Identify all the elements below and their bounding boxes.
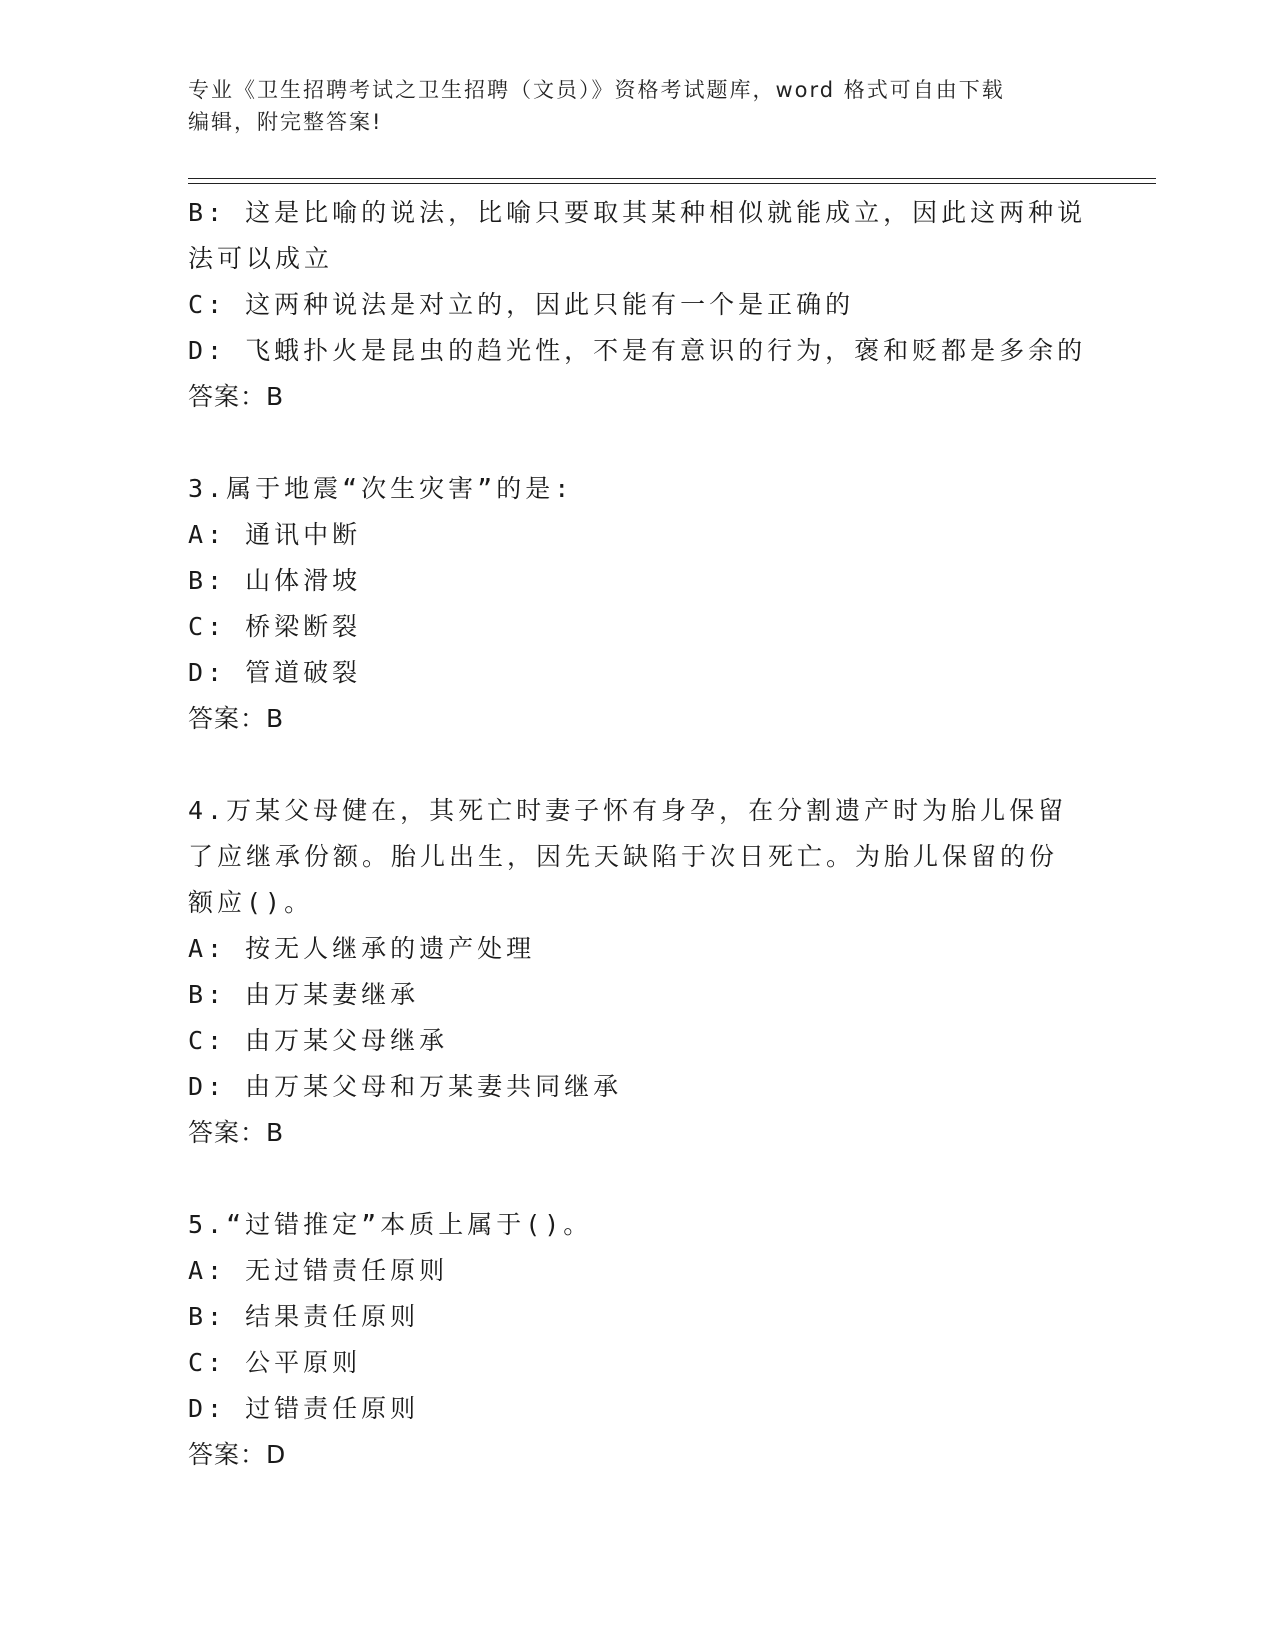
question-2-option-b-cont: 法可以成立 <box>188 244 334 273</box>
question-5-option-c: C: 公平原则 <box>188 1348 362 1377</box>
document-header <box>188 74 1088 138</box>
question-5-option-b: B: 结果责任原则 <box>188 1302 420 1331</box>
question-2-answer: 答案：B <box>188 382 285 411</box>
question-2-option-d: D: 飞蛾扑火是昆虫的趋光性，不是有意识的行为，褒和贬都是多余的 <box>188 336 1087 365</box>
question-5-option-d: D: 过错责任原则 <box>188 1394 420 1423</box>
spacer <box>188 1156 1088 1202</box>
question-5 <box>188 1202 1088 1478</box>
question-4-option-a: A: 按无人继承的遗产处理 <box>188 934 536 963</box>
question-4-stem-line-1: 4.万某父母健在，其死亡时妻子怀有身孕，在分割遗产时为胎儿保留 <box>188 796 1068 825</box>
header-divider-top <box>188 178 1156 179</box>
question-3-option-b: B: 山体滑坡 <box>188 566 362 595</box>
question-4 <box>188 788 1088 1156</box>
question-3-answer: 答案：B <box>188 704 285 733</box>
question-4-stem-line-3: 额应()。 <box>188 888 314 917</box>
question-2 <box>188 190 1088 420</box>
header-line-1: 专业《卫生招聘考试之卫生招聘（文员）》资格考试题库，word 格式可自由下载 <box>188 78 1005 102</box>
header-line-2: 编辑，附完整答案! <box>188 110 383 134</box>
spacer <box>188 742 1088 788</box>
question-3-option-c: C: 桥梁断裂 <box>188 612 362 641</box>
question-4-stem-line-2: 了应继承份额。胎儿出生，因先天缺陷于次日死亡。为胎儿保留的份 <box>188 842 1059 871</box>
question-list <box>188 190 1088 1478</box>
question-5-option-a: A: 无过错责任原则 <box>188 1256 449 1285</box>
question-4-option-b: B: 由万某妻继承 <box>188 980 420 1009</box>
question-5-answer: 答案：D <box>188 1440 287 1469</box>
question-4-answer: 答案：B <box>188 1118 285 1147</box>
question-2-option-c: C: 这两种说法是对立的，因此只能有一个是正确的 <box>188 290 855 319</box>
question-5-stem: 5.“过错推定”本质上属于()。 <box>188 1210 593 1239</box>
question-3-option-d: D: 管道破裂 <box>188 658 362 687</box>
question-4-option-d: D: 由万某父母和万某妻共同继承 <box>188 1072 623 1101</box>
question-3-stem: 3.属于地震“次生灾害”的是: <box>188 474 574 503</box>
question-2-option-b: B: 这是比喻的说法，比喻只要取其某种相似就能成立，因此这两种说 <box>188 198 1087 227</box>
question-3-option-a: A: 通讯中断 <box>188 520 362 549</box>
spacer <box>188 420 1088 466</box>
header-divider-bottom <box>188 183 1156 184</box>
question-4-option-c: C: 由万某父母继承 <box>188 1026 449 1055</box>
question-3 <box>188 466 1088 742</box>
